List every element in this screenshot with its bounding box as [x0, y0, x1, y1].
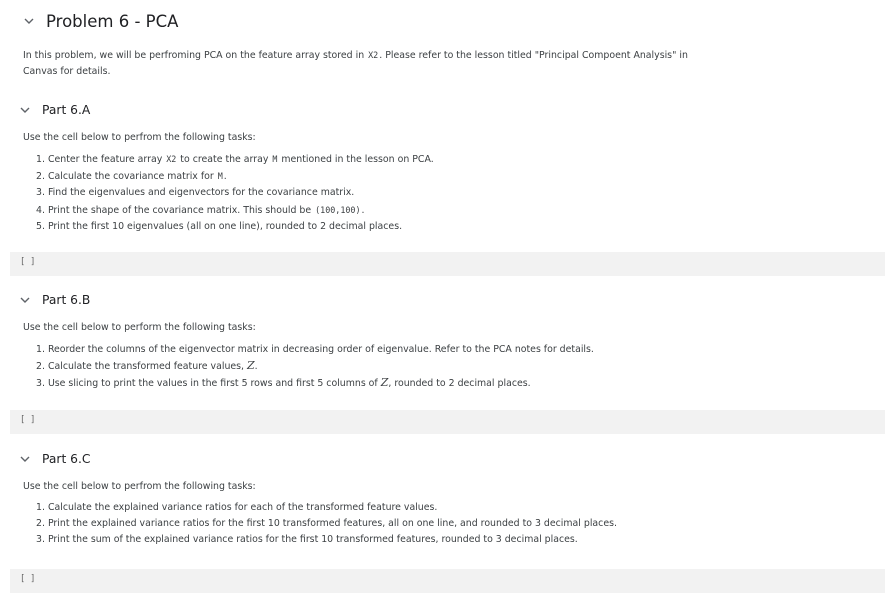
cell-prompt: [ ] [20, 574, 36, 584]
part-a-task-list [36, 151, 434, 235]
chevron-down-icon[interactable] [19, 104, 31, 116]
chevron-down-icon[interactable] [19, 294, 31, 306]
list-item: 2. Calculate the covariance matrix for M. [36, 171, 227, 183]
part-c-task-list [36, 500, 617, 549]
list-item: 1. Center the feature array X2 to create the array M mentioned in the lesson on PCA. [36, 154, 434, 165]
code-cell-part-a[interactable] [10, 252, 885, 276]
list-item: 4. Print the shape of the covariance matrix. This should be (100,100). [36, 204, 365, 216]
problem-heading[interactable] [23, 8, 178, 34]
part-c-instruction: Use the cell below to perfrom the following tasks: [23, 481, 256, 492]
list-item: 2. Calculate the transformed feature values, Z. [36, 359, 258, 373]
list-item: 3. Find the eigenvalues and eigenvectors for the covariance matrix. [36, 187, 355, 199]
list-item: 3. Use slicing to print the values in the first 5 rows and first 5 columns of Z, rounded to 2 decimal places. [36, 376, 531, 390]
part-b-task-list [36, 342, 594, 393]
inline-code: X2 [368, 50, 379, 60]
list-item: 5. Print the first 10 eigenvalues (all on one line), rounded to 2 decimal places. [36, 220, 403, 232]
part-b-heading[interactable] [19, 291, 90, 309]
part-b-title: Part 6.B [42, 293, 91, 307]
list-item: 2. Print the explained variance ratios for the first 10 transformed features, all on one line, and rounded to 3 decimal places. [36, 518, 617, 530]
part-b-instruction: Use the cell below to perform the following tasks: [23, 322, 256, 333]
intro-text: In this problem, we will be perfroming PCA on the feature array stored in [23, 50, 368, 61]
part-a-heading[interactable] [19, 101, 90, 119]
part-a-instruction: Use the cell below to perfrom the following tasks: [23, 132, 256, 143]
problem-title: Problem 6 - PCA [46, 11, 179, 31]
part-a-title: Part 6.A [42, 103, 91, 117]
chevron-down-icon[interactable] [23, 15, 35, 27]
cell-prompt: [ ] [20, 415, 36, 425]
list-item: 3. Print the sum of the explained variance ratios for the first 10 transformed features, rounded to 3 decimal places. [36, 534, 578, 546]
code-cell-part-b[interactable] [10, 410, 885, 434]
code-cell-part-c[interactable] [10, 569, 885, 593]
chevron-down-icon[interactable] [19, 453, 31, 465]
problem-intro [23, 47, 688, 80]
intro-text: . Please refer to the lesson titled "Principal Compoent Analysis" in [379, 50, 688, 61]
part-c-heading[interactable] [19, 450, 91, 468]
list-item: 1. Reorder the columns of the eigenvector matrix in decreasing order of eigenvalue. Refer to the PCA notes for details. [36, 344, 594, 355]
part-c-title: Part 6.C [42, 452, 91, 466]
intro-text: Canvas for details. [23, 66, 111, 77]
list-item: 1. Calculate the explained variance ratios for each of the transformed feature values. [36, 502, 438, 513]
cell-prompt: [ ] [20, 257, 36, 267]
